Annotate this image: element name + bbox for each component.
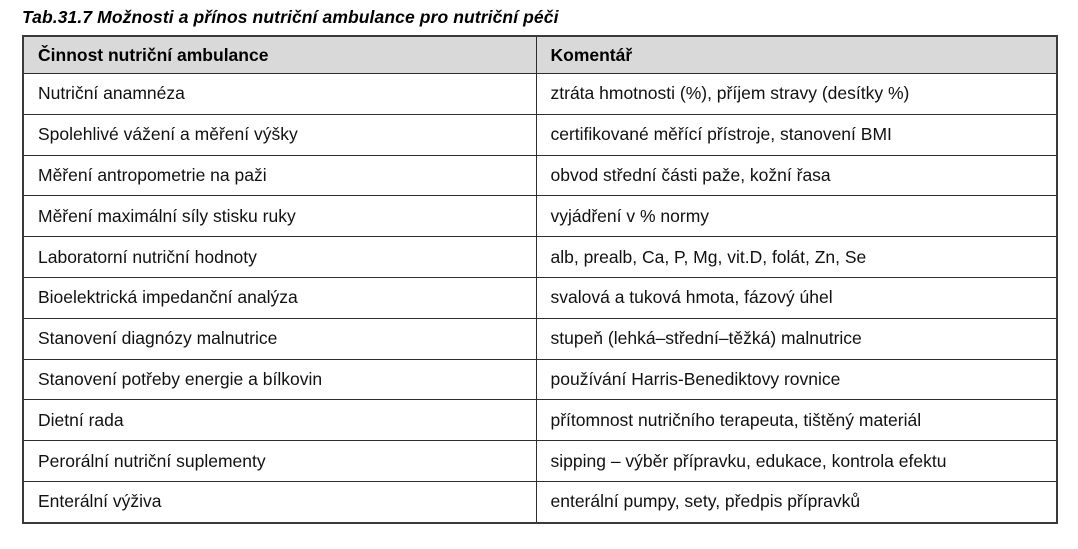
cell-activity: Perorální nutriční suplementy <box>23 441 536 482</box>
cell-comment: svalová a tuková hmota, fázový úhel <box>536 277 1057 318</box>
cell-comment: enterální pumpy, sety, předpis přípravků <box>536 481 1057 522</box>
cell-comment: certifikované měřící přístroje, stanovení BMI <box>536 114 1057 155</box>
cell-activity: Enterální výživa <box>23 481 536 522</box>
column-header-comment: Komentář <box>536 36 1057 74</box>
nutrition-clinic-table <box>22 35 1058 524</box>
cell-comment: alb, prealb, Ca, P, Mg, vit.D, folát, Zn, Se <box>536 237 1057 278</box>
table-row <box>23 196 1057 237</box>
table-row <box>23 277 1057 318</box>
table-row <box>23 481 1057 522</box>
cell-comment: používání Harris-Benediktovy rovnice <box>536 359 1057 400</box>
cell-comment: vyjádření v % normy <box>536 196 1057 237</box>
table-row <box>23 74 1057 115</box>
cell-activity: Bioelektrická impedanční analýza <box>23 277 536 318</box>
table-caption: Tab.31.7 Možnosti a přínos nutriční ambulance pro nutriční péči <box>22 7 559 27</box>
cell-comment: ztráta hmotnosti (%), příjem stravy (desítky %) <box>536 74 1057 115</box>
cell-comment: sipping – výběr přípravku, edukace, kontrola efektu <box>536 441 1057 482</box>
cell-activity: Stanovení potřeby energie a bílkovin <box>23 359 536 400</box>
table-row <box>23 441 1057 482</box>
cell-comment: přítomnost nutričního terapeuta, tištěný materiál <box>536 400 1057 441</box>
table-row <box>23 114 1057 155</box>
cell-activity: Měření antropometrie na paži <box>23 155 536 196</box>
table-row <box>23 359 1057 400</box>
table-row <box>23 400 1057 441</box>
table-header-row <box>23 36 1057 74</box>
cell-comment: stupeň (lehká–střední–těžká) malnutrice <box>536 318 1057 359</box>
cell-activity: Laboratorní nutriční hodnoty <box>23 237 536 278</box>
cell-comment: obvod střední části paže, kožní řasa <box>536 155 1057 196</box>
table-row <box>23 318 1057 359</box>
table-row <box>23 155 1057 196</box>
cell-activity: Dietní rada <box>23 400 536 441</box>
cell-activity: Měření maximální síly stisku ruky <box>23 196 536 237</box>
column-header-activity: Činnost nutriční ambulance <box>23 36 536 74</box>
cell-activity: Stanovení diagnózy malnutrice <box>23 318 536 359</box>
cell-activity: Spolehlivé vážení a měření výšky <box>23 114 536 155</box>
cell-activity: Nutriční anamnéza <box>23 74 536 115</box>
table-row <box>23 237 1057 278</box>
